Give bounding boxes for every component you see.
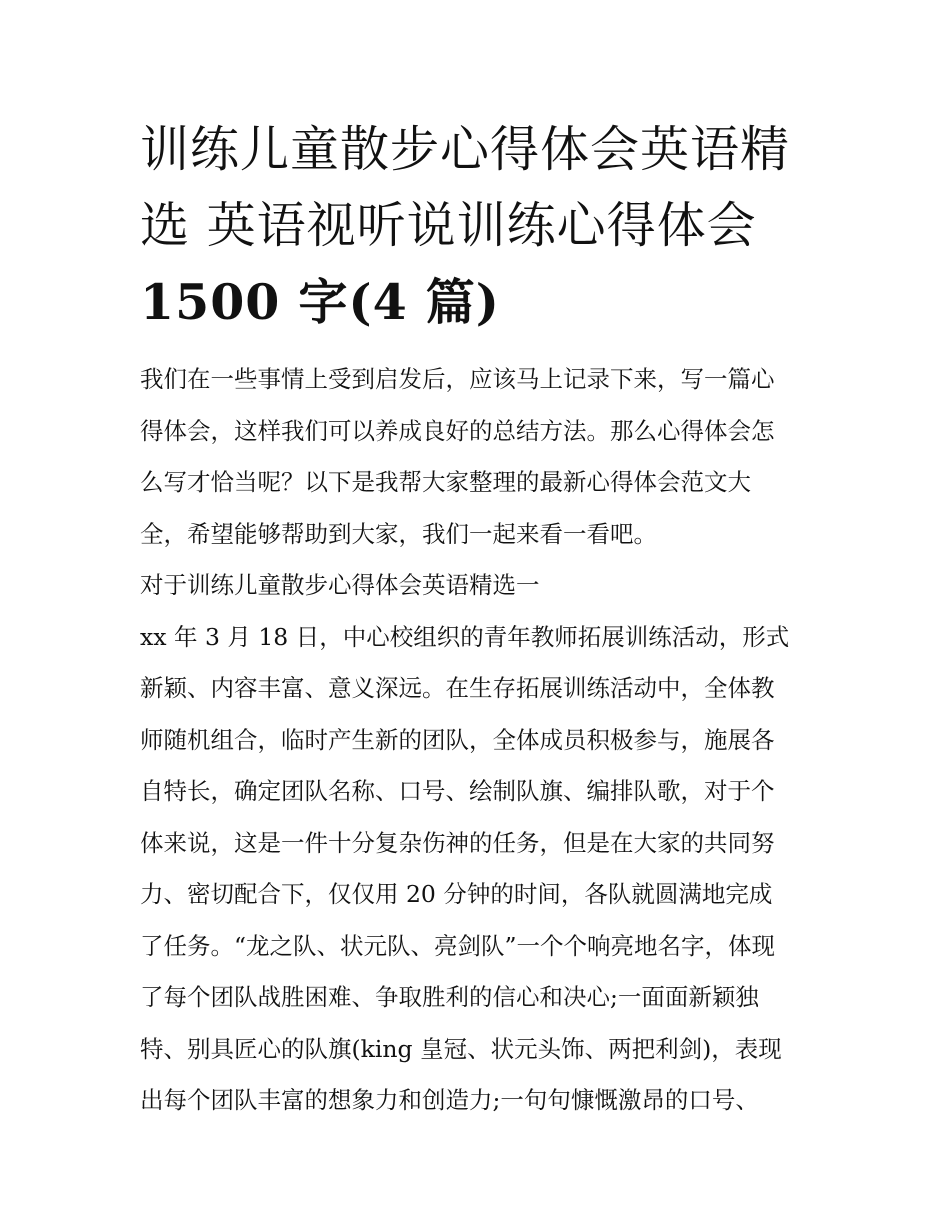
body-line: 特、别具匠心的队旗(king 皇冠、状元头饰、两把利剑)，表现	[140, 1034, 782, 1063]
body-line: 力、密切配合下，仅仅用 20 分钟的时间，各队就圆满地完成	[140, 880, 773, 908]
body-line: 了任务。“龙之队、状元队、亮剑队”一个个响亮地名字，体现	[140, 931, 776, 960]
document-content	[140, 112, 815, 1127]
intro-line: 全，希望能够帮助到大家，我们一起来看一看吧。	[140, 519, 657, 548]
intro-line: 我们在一些事情上受到启发后，应该马上记录下来，写一篇心	[140, 365, 775, 393]
body-line: xx 年 3 月 18 日，中心校组织的青年教师拓展训练活动，形式	[140, 622, 790, 651]
body-line: 了每个团队战胜困难、争取胜利的信心和决心;一面面新颖独	[140, 983, 759, 1011]
title-line-2: 选 英语视听说训练心得体会	[140, 197, 757, 254]
body-line: 体来说，这是一件十分复杂伤神的任务，但是在大家的共同努	[140, 828, 775, 857]
body-line: 出每个团队丰富的想象力和创造力;一句句慷慨激昂的口号、	[140, 1086, 759, 1114]
section-heading: 对于训练儿童散步心得体会英语精选一	[140, 571, 540, 599]
intro-line: 得体会，这样我们可以养成良好的总结方法。那么心得体会怎	[140, 416, 775, 445]
document-title	[140, 112, 815, 340]
title-line-1: 训练儿童散步心得体会英语精	[140, 121, 791, 178]
intro-line: 么写才恰当呢？以下是我帮大家整理的最新心得体会范文大	[140, 468, 751, 496]
document-body	[140, 354, 815, 1127]
body-line: 师随机组合，临时产生新的团队，全体成员积极参与，施展各	[140, 725, 775, 754]
body-line: 自特长，确定团队名称、口号、绘制队旗、编排队歌，对于个	[140, 777, 775, 805]
title-line-3: 1500 字(4 篇)	[140, 273, 500, 331]
body-line: 新颖、内容丰富、意义深远。在生存拓展训练活动中，全体教	[140, 674, 775, 702]
